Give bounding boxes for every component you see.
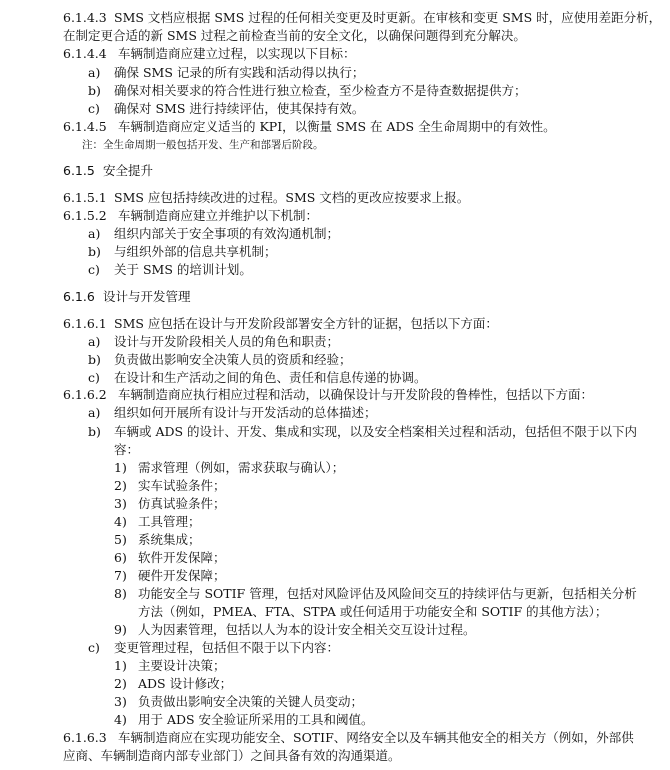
clause-6145 [63,119,556,135]
clause-6152 [63,208,318,224]
clause-text: 车辆制造商应执行相应过程和活动，以确保设计与开发阶段的鲁棒性，包括以下方面： [118,387,594,402]
clause-number: 6.1.6.3 [63,730,107,745]
clause-text: 车辆制造商应在实现功能安全、SOTIF、网络安全以及车辆其他安全的相关方（例如，外部供 [118,730,634,745]
list-item: 设计与开发阶段相关人员的角色和职责； [114,334,340,349]
clause-text: 车辆制造商应定义适当的 KPI，以衡量 SMS 在 ADS 全生命周期中的有效性。 [118,119,556,134]
list-label: b) [88,244,101,259]
sublist-item: 主要设计决策； [138,658,226,673]
sublist-item: 功能安全与 SOTIF 管理，包括对风险评估及风险间交互的持续评估与更新，包括相关分析 [138,586,637,601]
clause-6143-line1 [63,10,661,26]
list-item: 确保对相关要求的符合性进行独立检查，至少检查方不是待查数据提供方； [114,83,527,98]
clause-text: 车辆制造商应建立过程，以实现以下目标： [118,46,356,61]
clause-number: 6.1.6.2 [63,387,107,402]
clause-number: 6.1.4.4 [63,46,107,61]
list-label: a) [88,65,101,80]
sublist-label: 7) [114,568,127,583]
clause-text: SMS 文档应根据 SMS 过程的任何相关变更及时更新。在审核和变更 SMS 时，应使用差距分析， [114,10,662,25]
sublist-item: 实车试验条件； [138,478,226,493]
clause-text: SMS 应包括在设计与开发阶段部署安全方针的证据，包括以下方面： [114,316,498,331]
sublist-label: 9) [114,622,127,637]
sublist-label: 8) [114,586,127,601]
clause-number: 6.1.6.1 [63,316,107,331]
clause-number: 6.1.5.2 [63,208,107,223]
section-heading-615 [63,163,153,179]
sublist-label: 4) [114,514,127,529]
sublist-item: 需求管理（例如，需求获取与确认）； [138,460,345,475]
list-item: 确保对 SMS 进行持续评估，使其保持有效。 [114,101,365,116]
list-item: 与组织外部的信息共享机制； [114,244,277,259]
section-title: 设计与开发管理 [103,289,191,304]
list-item: 车辆或 ADS 的设计、开发、集成和实现，以及安全档案相关过程和活动，包括但不限于以下内 [114,424,638,439]
sublist-label: 3) [114,496,127,511]
list-label: c) [88,640,100,655]
clause-6163-line1 [63,730,634,746]
clause-6144 [63,46,356,62]
sublist-item: 用于 ADS 安全验证所采用的工具和阈值。 [138,712,374,727]
section-title: 安全提升 [103,163,154,178]
sublist-item-continued: 方法（例如，PMEA、FTA、STPA 或任何适用于功能安全和 SOTIF 的其他方法）； [138,604,608,619]
list-item: 负责做出影响安全决策人员的资质和经验； [114,352,352,367]
sublist-label: 2) [114,676,127,691]
clause-6163-line2: 应商、车辆制造商内部专业部门）之间具备有效的沟通渠道。 [63,748,401,763]
section-heading-616 [63,289,191,305]
section-number: 6.1.5 [63,163,95,178]
sublist-label: 3) [114,694,127,709]
clause-6151 [63,190,469,206]
sublist-label: 1) [114,460,127,475]
sublist-label: 5) [114,532,127,547]
list-label: a) [88,226,101,241]
list-item: 组织内部关于安全事项的有效沟通机制； [114,226,340,241]
list-item-continued: 容： [114,442,140,457]
list-label: c) [88,101,100,116]
sublist-label: 1) [114,658,127,673]
clause-6162 [63,387,593,403]
sublist-item: 人为因素管理，包括以人为本的设计安全相关交互设计过程。 [138,622,476,637]
sublist-item: 仿真试验条件； [138,496,226,511]
list-label: b) [88,83,101,98]
list-label: b) [88,352,101,367]
list-item: 关于 SMS 的培训计划。 [114,262,252,277]
sublist-item: 负责做出影响安全决策的关键人员变动； [138,694,364,709]
sublist-item: 系统集成； [138,532,201,547]
list-label: a) [88,405,101,420]
sublist-item: 工具管理； [138,514,201,529]
list-label: c) [88,370,100,385]
note-text: 注：全生命周期一般包括开发、生产和部署后阶段。 [82,139,324,151]
list-label: c) [88,262,100,277]
section-number: 6.1.6 [63,289,95,304]
clause-text: SMS 应包括持续改进的过程。SMS 文档的更改应按要求上报。 [114,190,470,205]
list-label: b) [88,424,101,439]
sublist-item: 硬件开发保障； [138,568,226,583]
clause-text: 车辆制造商应建立并维护以下机制： [118,208,319,223]
clause-6143-line2: 在制定更合适的新 SMS 过程之前检查当前的安全文化，以确保问题得到充分解决。 [63,28,526,43]
sublist-item: ADS 设计修改； [138,676,233,691]
clause-6161 [63,316,498,332]
list-item: 确保 SMS 记录的所有实践和活动得以执行； [114,65,365,80]
sublist-label: 6) [114,550,127,565]
sublist-label: 4) [114,712,127,727]
list-item: 组织如何开展所有设计与开发活动的总体描述； [114,405,377,420]
clause-number: 6.1.5.1 [63,190,107,205]
sublist-label: 2) [114,478,127,493]
sublist-item: 软件开发保障； [138,550,226,565]
clause-number: 6.1.4.5 [63,119,107,134]
list-item: 在设计和生产活动之间的角色、责任和信息传递的协调。 [114,370,427,385]
list-label: a) [88,334,101,349]
list-item: 变更管理过程，包括但不限于以下内容： [114,640,340,655]
clause-number: 6.1.4.3 [63,10,107,25]
